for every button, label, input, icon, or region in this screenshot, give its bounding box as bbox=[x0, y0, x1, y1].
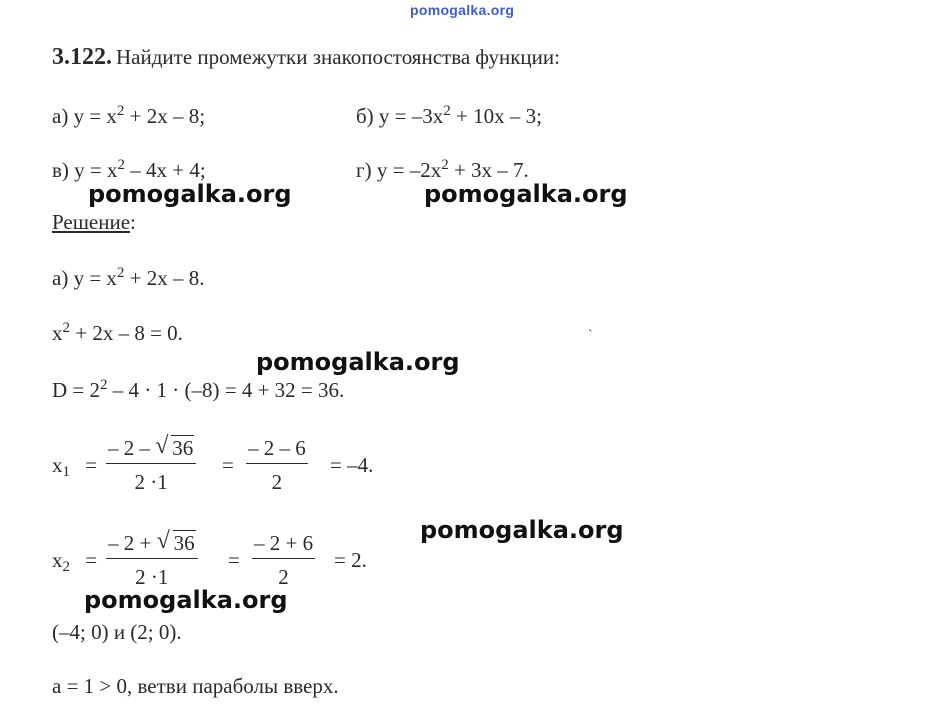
solution-function: а) $y = x^2 + 2x - 8$. bbox=[52, 265, 205, 290]
x1-fraction-1: – 2 – √ 36 2 ·1 bbox=[106, 436, 196, 495]
watermark-4: pomogalka.org bbox=[420, 516, 624, 544]
problem-number: 3.122. bbox=[52, 44, 112, 70]
discriminant: $D = 2^2 - 4 \cdot 1 \cdot (-8) = 4 + 32 = 36$. bbox=[52, 377, 345, 402]
quadratic-equation: $x^2 + 2x - 8 = 0$. bbox=[52, 320, 183, 345]
intersection-points: (–4; 0) и (2; 0). bbox=[52, 620, 182, 644]
x2-result: = 2. bbox=[334, 548, 367, 572]
x1-equals-2: = bbox=[222, 453, 234, 477]
task-g: г) $y = -2x^2 + 3x - 7$. bbox=[356, 157, 529, 182]
sqrt-symbol: √ 36 bbox=[156, 528, 195, 555]
x1-label: $x_1$ = bbox=[52, 453, 98, 480]
watermark-5: pomogalka.org bbox=[84, 586, 288, 614]
stray-mark: ˋ bbox=[588, 328, 593, 343]
x2-fraction-1: – 2 + √ 36 2 ·1 bbox=[106, 531, 198, 590]
x1-result: = –4. bbox=[330, 453, 374, 477]
watermark-1: pomogalka.org bbox=[88, 180, 292, 208]
task-v: в) $y = x^2 - 4x + 4$; bbox=[52, 157, 206, 182]
task-b: б) $y = -3x^2 + 10x - 3$; bbox=[356, 103, 542, 128]
sqrt-symbol: √ 36 bbox=[155, 433, 194, 460]
task-a: а) $y = x^2 + 2x - 8$; bbox=[52, 103, 206, 128]
watermark-2: pomogalka.org bbox=[424, 180, 628, 208]
x2-equals-2: = bbox=[228, 548, 240, 572]
problem-statement: Найдите промежутки знакопостоянства функции: bbox=[116, 45, 560, 69]
x1-fraction-2: – 2 – 6 2 bbox=[248, 436, 306, 494]
solution-heading: Решение: bbox=[52, 210, 136, 234]
watermark-top: pomogalka.org bbox=[410, 2, 515, 18]
x2-label: $x_2$ = bbox=[52, 548, 98, 575]
x2-fraction-2: – 2 + 6 2 bbox=[254, 531, 314, 589]
watermark-3: pomogalka.org bbox=[256, 348, 460, 376]
branches-statement: a = 1 > 0, ветви параболы вверх. bbox=[52, 674, 339, 698]
problem-title bbox=[52, 44, 560, 71]
